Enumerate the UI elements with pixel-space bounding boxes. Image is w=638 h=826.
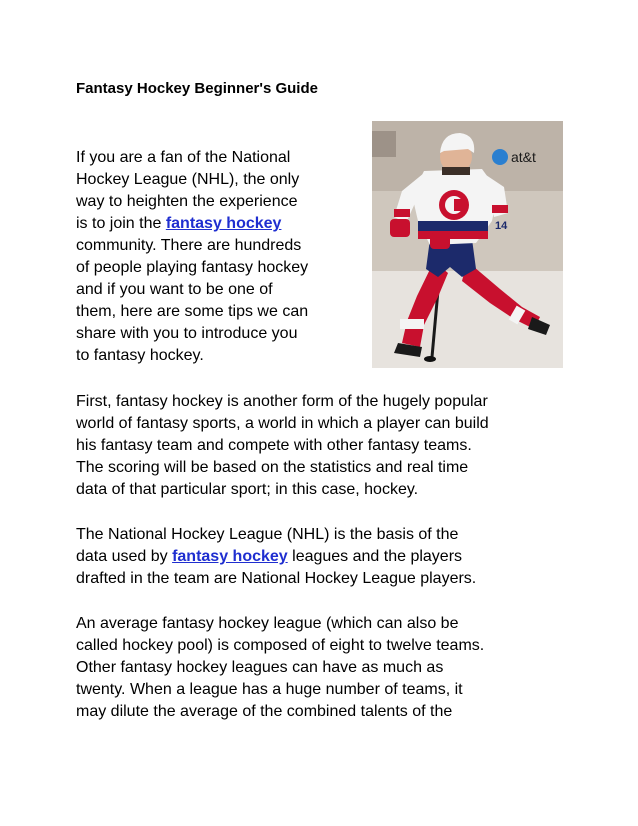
fantasy-hockey-link-2[interactable]: fantasy hockey [172,548,288,565]
text-line: to fantasy hockey. [76,347,204,364]
text-segment: is to join the [76,215,166,232]
text-line: If you are a fan of the National [76,149,291,166]
text-line: drafted in the team are National Hockey League players. [76,570,477,587]
text-line [76,546,476,568]
text-line: may dilute the average of the combined talents of the [76,703,453,720]
intro-paragraph [76,147,308,367]
text-line: his fantasy team and compete with other fantasy teams. [76,437,472,454]
paragraph-first [76,391,489,501]
att-sign [492,149,536,165]
jersey-number: 14 [495,220,508,232]
paragraph-nhl [76,524,476,590]
text-line: twenty. When a league has a huge number of teams, it [76,681,463,698]
text-line [76,213,308,235]
text-line: Hockey League (NHL), the only [76,171,300,188]
text-line: Other fantasy hockey leagues can have as much as [76,659,444,676]
text-line: community. There are hundreds [76,237,302,254]
page-title: Fantasy Hockey Beginner's Guide [76,80,318,97]
text-line: An average fantasy hockey league (which can also be [76,615,459,632]
text-line: way to heighten the experience [76,193,298,210]
paragraph-league [76,613,484,723]
sign-text: at&t [511,149,536,165]
text-line: share with you to introduce you [76,325,298,342]
fantasy-hockey-link[interactable]: fantasy hockey [165,215,282,232]
text-line: them, here are some tips we can [76,303,309,320]
text-segment: data used by [76,548,173,565]
text-line: and if you want to be one of [76,281,273,298]
text-line: data of that particular sport; in this case, hockey. [76,481,419,498]
text-line: The scoring will be based on the statistics and real time [76,459,469,476]
text-line: First, fantasy hockey is another form of the hugely popular [76,393,488,410]
text-line: The National Hockey League (NHL) is the basis of the [76,526,459,543]
text-line: of people playing fantasy hockey [76,259,309,276]
text-segment: leagues and the players [287,548,463,565]
text-line: called hockey pool) is composed of eight to twelve teams. [76,637,485,654]
text-line: world of fantasy sports, a world in which a player can build [76,415,489,432]
hockey-player-photo [372,121,563,368]
